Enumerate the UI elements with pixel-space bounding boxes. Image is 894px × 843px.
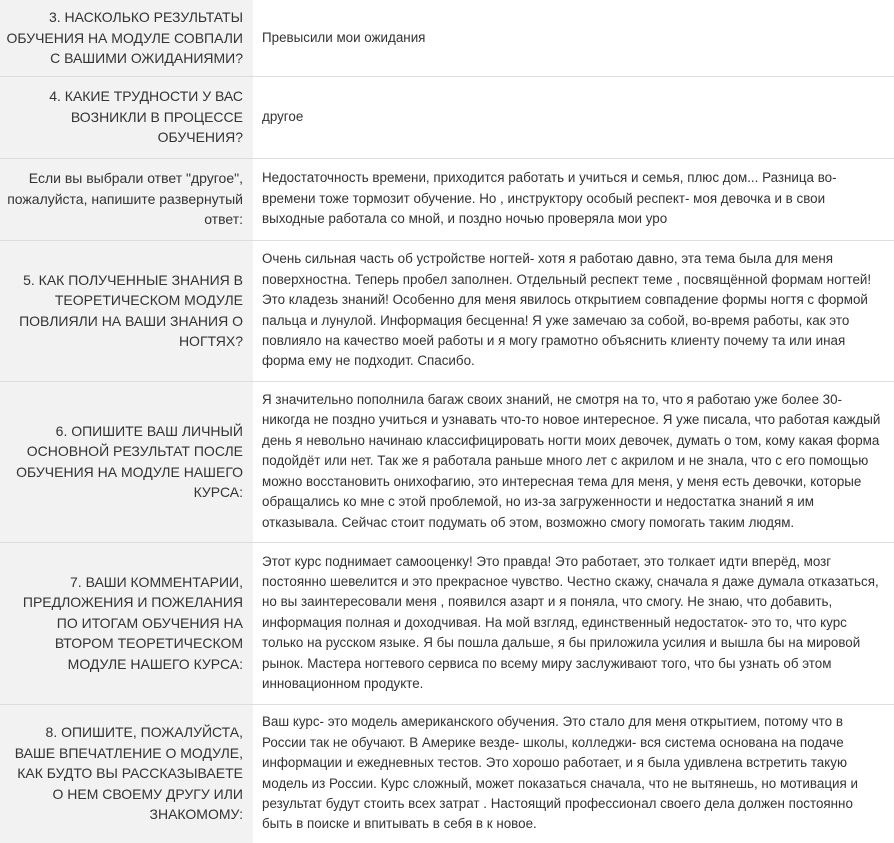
question-label: 5. КАК ПОЛУЧЕННЫЕ ЗНАНИЯ В ТЕОРЕТИЧЕСКОМ МОДУЛЕ ПОВЛИЯЛИ НА ВАШИ ЗНАНИЯ О НОГТЯХ? [0, 240, 253, 381]
table-row [0, 542, 894, 704]
question-label: 4. КАКИЕ ТРУДНОСТИ У ВАС ВОЗНИКЛИ В ПРОЦЕССЕ ОБУЧЕНИЯ? [0, 76, 253, 158]
answer-text: Очень сильная часть об устройстве ногтей- хотя я работаю давно, эта тема была для меня поверхностна. Теперь пробел заполнен. Отдельный респект теме , посвящённой формам ногтей! Это кладезь знаний! Особенно для меня явилось открытием совпадение формы ногтя с формой пальца и лунулой. Информация бесценна! Я уже замечаю за собой, во-время работы, как это повлияло на качество моей работы и я могу грамотно объяснить клиенту почему та или иная форма ему не подходит. Спасибо. [253, 240, 894, 381]
answer-text: Ваш курс- это модель американского обучения. Это стало для меня открытием, потому что в России так не обучают. В Америке везде- школы, колледжи- вся система основана на подаче информации и ежедневных тестов. Это хорошо работает, и я была удивлена встретить такую модель из России. Курс сложный, может показаться сначала, что не вытянешь, но мотивация и результат будут стоить всех затрат . Настоящий профессионал своего дела должен постоянно быть в поиске и впитывать в себя в к новое. [253, 704, 894, 843]
answer-text: другое [253, 76, 894, 158]
answer-text: Я значительно пополнила багаж своих знаний, не смотря на то, что я работаю уже более 30- никогда не поздно учиться и узнавать что-то новое интересное. Я уже писала, что работая каждый день я невольно начинаю классифицировать ногти моих девочек, думать о том, кому какая форма подойдёт или нет. Так же я работала раньше много лет с акрилом и не знала, что с его помощью можно восстановить онихофагию, это интересная тема для меня, у меня есть девочки, которые обращались ко мне с этой проблемой, но из-за загруженности и недостатка знаний я им отказывала. Сейчас стоит подумать об этом, возможно смогу помогать таким людям. [253, 381, 894, 542]
question-label: 8. ОПИШИТЕ, ПОЖАЛУЙСТА, ВАШЕ ВПЕЧАТЛЕНИЕ О МОДУЛЕ, КАК БУДТО ВЫ РАССКАЗЫВАЕТЕ О НЕМ СВОЕМУ ДРУГУ ИЛИ ЗНАКОМОМУ: [0, 704, 253, 843]
table-row [0, 158, 894, 240]
question-label: 6. ОПИШИТЕ ВАШ ЛИЧНЫЙ ОСНОВНОЙ РЕЗУЛЬТАТ ПОСЛЕ ОБУЧЕНИЯ НА МОДУЛЕ НАШЕГО КУРСА: [0, 381, 253, 542]
answer-text: Недостаточность времени, приходится работать и учиться и семья, плюс дом... Разница во-времени тоже тормозит обучение. Но , инструктору особый респект- моя девочка и в свои выходные работала со мной, и поздно ночью проверяла мои уро [253, 158, 894, 240]
question-label: 3. НАСКОЛЬКО РЕЗУЛЬТАТЫ ОБУЧЕНИЯ НА МОДУЛЕ СОВПАЛИ С ВАШИМИ ОЖИДАНИЯМИ? [0, 0, 253, 76]
table-row [0, 0, 894, 76]
table-row [0, 381, 894, 542]
answer-text: Этот курс поднимает самооценку! Это правда! Это работает, это толкает идти вперёд, мозг постоянно шевелится и это прекрасное чувство. Честно скажу, сначала я даже думала отказаться, но вы заинтересовали меня , появился азарт и я поняла, что смогу. Не знаю, что добавить, информация полная и доходчивая. На мой взгляд, единственный недостаток- это то, что курс только на русском языке. Я бы пошла дальше, я бы приложила усилия и вышла бы на мировой рынок. Мастера ногтевого сервиса по всему миру заслуживают того, что бы узнать об этом инновационном продукте. [253, 542, 894, 704]
question-label: Если вы выбрали ответ "другое", пожалуйста, напишите развернутый ответ: [0, 158, 253, 240]
answer-text: Превысили мои ожидания [253, 0, 894, 76]
table-row [0, 704, 894, 843]
table-row [0, 240, 894, 381]
table-row [0, 76, 894, 158]
question-label: 7. ВАШИ КОММЕНТАРИИ, ПРЕДЛОЖЕНИЯ И ПОЖЕЛАНИЯ ПО ИТОГАМ ОБУЧЕНИЯ НА ВТОРОМ ТЕОРЕТИЧЕСКОМ МОДУЛЕ НАШЕГО КУРСА: [0, 542, 253, 704]
